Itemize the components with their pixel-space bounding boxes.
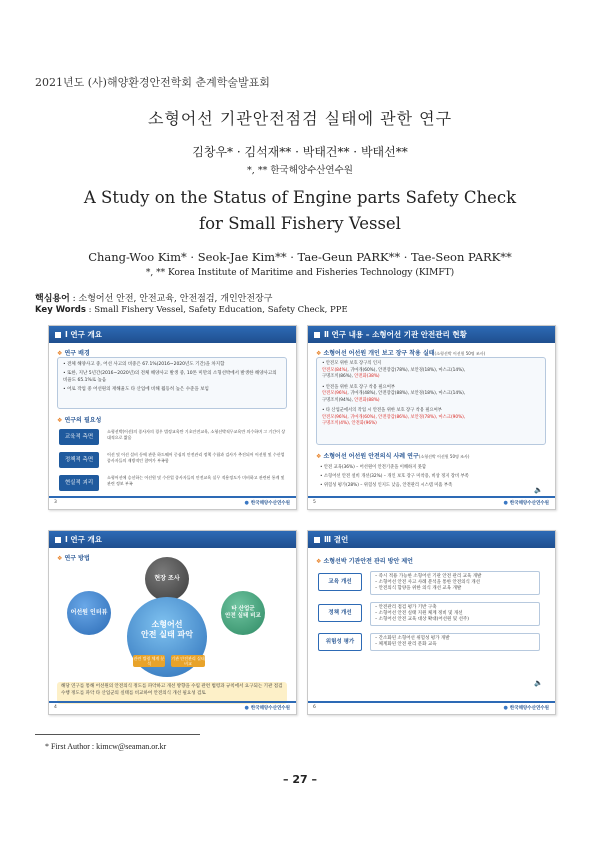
- bullet-detail: 안전모(96%), 귀마개(48%), 안전장갑(88%), 보안경(18%), 마스크(14%),: [322, 391, 466, 396]
- section-heading: ❖ 소형선박 기관안전 관리 방안 제언: [316, 556, 413, 565]
- need-label: 현실적 괴리: [59, 475, 99, 491]
- bullet-detail: 구명조끼(86%), 안전화(38%): [322, 374, 380, 379]
- slide-footer: [308, 496, 555, 509]
- slide-page-number: 3: [54, 500, 57, 505]
- background-bullets: [57, 357, 287, 409]
- organization-logo: ● 한국해양수산연수원: [504, 705, 550, 711]
- proposal-text: – 간소화된 소형어선 위험성 평가 개발 – 체계화된 안전 관리 문화 교육: [370, 633, 540, 651]
- need-label: 정책적 측면: [59, 452, 99, 468]
- bullet-item: • 안전모 위한 보호 장구의 인지: [322, 361, 382, 366]
- keywords-english: [35, 305, 348, 315]
- bullet-item: • 안전을 위한 보호 장구 착용 필요여부: [322, 384, 395, 390]
- footnote-divider: [35, 734, 200, 735]
- method-summary: 해당 연구를 통해 어선원의 안전의식 정도를 파악하고 개선 방향을 수립 관련 법령과 규칙에서 요구되는 기관 점검 수행 정도를 파악 타 산업군의 실태를 비교하여 안전의식 개선 필요성 검토: [57, 682, 287, 704]
- keywords-korean-text: : 소형어선 안전, 안전교육, 안전점검, 개인안전장구: [69, 294, 273, 304]
- interview-circle: 어선원 인터뷰: [67, 591, 111, 635]
- slide-title: Ⅱ 연구 내용 – 소형어선 기관 안전관리 현황: [324, 330, 467, 339]
- bullet-item: • 타 산업군에서의 작업 시 안전을 위한 보호 장구 착용 필요여부: [322, 408, 442, 413]
- need-label: 교육적 측면: [59, 429, 99, 445]
- square-bullet-icon: [314, 332, 320, 338]
- need-text: 소형어선에 승선하는 어선원 및 수산업 종사자들의 안전교육 실무 적용정도가 미비하고 관련된 통계 및 관련 정보 부족: [107, 475, 285, 486]
- proposal-label: 위험성 평가: [318, 633, 362, 651]
- slide-title-bar: [308, 326, 555, 343]
- need-text: 어선 및 어선 설비 등에 관한 하드웨어 중심의 안전관리 정책 수립과 검사가 추진되어 어선원 및 수산업 종사자들의 재방적인 참여가 부족함: [107, 452, 285, 463]
- case-study-list: [320, 463, 520, 490]
- bullet-item: • 전체 해양사고 중, 어선 사고의 비중은 67.1%(2016~2020년도 기간)을 차지함: [63, 362, 225, 367]
- page-number: – 27 –: [283, 773, 317, 786]
- square-bullet-icon: [55, 332, 61, 338]
- need-text: 소형선박(어선)의 종사자의 경우 법정교육만 기초안전교육, 소형선박직무교육만 의수하며 그 기간이 상대적으로 짧음: [107, 429, 286, 440]
- affiliation-english: *, ** Korea Institute of Maritime and Fisheries Technology (KIMFT): [145, 268, 455, 278]
- slide-title-bar: [308, 531, 555, 548]
- organization-logo: ● 한국해양수산연수원: [245, 705, 291, 711]
- slide-footer: [49, 701, 296, 714]
- title-english-line2: for Small Fishery Vessel: [199, 214, 401, 233]
- bullet-item: • 또한, 지난 5년간(2016~2020년)의 전체 해양사고 발생 중, 10톤 미만의 소형선박에서 발생한 해양사고의 비율도 65.1%로 높음: [63, 371, 277, 383]
- ppe-survey-box: [316, 357, 546, 445]
- core-topic-circle: 소형어선 안전 실태 파악: [127, 597, 207, 677]
- slide-conclusion: [307, 530, 556, 715]
- organization-logo: ● 한국해양수산연수원: [245, 500, 291, 506]
- case-item: • 소형어선 안전 설비 개선(32%) – 개인 보호 장구 미착용, 비상 정지 장비 부족: [320, 474, 469, 479]
- keywords-korean-label: 핵심용어: [35, 294, 70, 304]
- section-heading: ❖ 소형어선 어선원 안전의식 사례 연구(소형선박 어선원 50명 조사): [316, 451, 469, 460]
- square-bullet-icon: [55, 537, 61, 543]
- keywords-korean: [35, 291, 272, 304]
- slide-footer: [308, 701, 555, 714]
- slide-title: Ⅲ 결언: [324, 535, 349, 544]
- speaker-icon: 🔈: [534, 679, 543, 687]
- slide-title-bar: [49, 531, 296, 548]
- slide-page-number: 5: [313, 500, 316, 505]
- keywords-english-label: Key Words: [35, 305, 86, 315]
- organization-logo: ● 한국해양수산연수원: [504, 500, 550, 506]
- square-bullet-icon: [314, 537, 320, 543]
- proposal-label: 정책 개선: [318, 604, 362, 622]
- section-heading: ❖ 소형어선 어선원 개인 보고 장구 착용 실태(소형선박 어선원 50명 조사): [316, 348, 485, 357]
- slide-title-bar: [49, 326, 296, 343]
- conference-header: 2021년도 (사)해양환경안전학회 춘계학술발표회: [35, 76, 270, 89]
- proposal-text: – 즉시 적용 가능한 소형어선 기관 안전 관리 교육 개발 – 소형어선 안전 사고 사례 분석을 통한 안전의식 개선 – 안전의식 함양을 위한 의식 개선 교육 개발: [370, 571, 540, 595]
- proposal-label: 교육 개선: [318, 573, 362, 591]
- slide-research-overview-background: [48, 325, 297, 510]
- bullet-detail: 안전모(84%), 귀마개(60%), 안전장갑(78%), 보안경(18%), 마스크(14%),: [322, 367, 466, 373]
- slide-research-method: [48, 530, 297, 715]
- slide-page-number: 6: [313, 705, 316, 710]
- method-chip: 기관 안전관리 실태 비교: [171, 656, 205, 666]
- slide-title: Ⅰ 연구 개요: [65, 330, 102, 339]
- industry-comparison-circle: 타 산업군 안전 실태 비교: [221, 591, 265, 635]
- slide-footer: [49, 496, 296, 509]
- slide-title: Ⅰ 연구 개요: [65, 535, 102, 544]
- affiliation-korean: *, ** 한국해양수산연수원: [247, 165, 353, 176]
- authors-korean: 김창우* · 김석재** · 박태건** · 박태선**: [192, 145, 408, 159]
- keywords-english-text: : Small Fishery Vessel, Safety Education, Safety Check, PPE: [85, 305, 348, 315]
- slide-page-number: 4: [54, 705, 57, 710]
- bullet-item: • 어로 작업 중 어선원의 재해율도 타 산업에 비해 월등히 높은 수준을 보임: [63, 387, 209, 392]
- footnote: * First Author : kimcw@seaman.or.kr: [45, 742, 167, 751]
- speaker-icon: 🔈: [534, 486, 543, 494]
- slide-safety-status: [307, 325, 556, 510]
- proposal-text: – 안전관리 점검 평가 기반 구축 – 소형어선 안전 실태 지원 체계 정비 및 개선 – 소형어선 안전 교육 대상 확대(어선원 및 선주): [370, 602, 540, 626]
- case-item: • 위험성 평가(28%) – 위험성 인지도 낮음, 안전관리 시스템 미흡 부족: [320, 483, 453, 488]
- bullet-detail: 구명조끼(4%), 안전화(96%): [322, 421, 377, 426]
- section-heading: ❖ 연구 배경: [57, 348, 90, 357]
- method-chip: 관련 법령 체계 분석: [133, 656, 165, 666]
- field-survey-circle: 현장 조사: [145, 557, 189, 601]
- bullet-detail: 안전모(96%), 귀마개(60%), 안전장갑(86%), 보안경(78%), 마스크(90%),: [322, 414, 466, 420]
- title-english-line1: A Study on the Status of Engine parts Safety Check: [83, 188, 517, 207]
- case-item: • 안전 교육(36%) – 어선원이 안전기준을 이해하지 못함: [320, 465, 427, 470]
- title-korean: 소형어선 기관안전점검 실태에 관한 연구: [147, 109, 453, 128]
- bullet-detail: 구명조끼(94%), 안전화(88%): [322, 397, 380, 403]
- section-heading: ❖ 연구의 필요성: [57, 415, 101, 424]
- authors-english: Chang-Woo Kim* · Seok-Jae Kim** · Tae-Geun PARK** · Tae-Seon PARK**: [88, 250, 512, 264]
- section-heading: ❖ 연구 방법: [57, 553, 90, 562]
